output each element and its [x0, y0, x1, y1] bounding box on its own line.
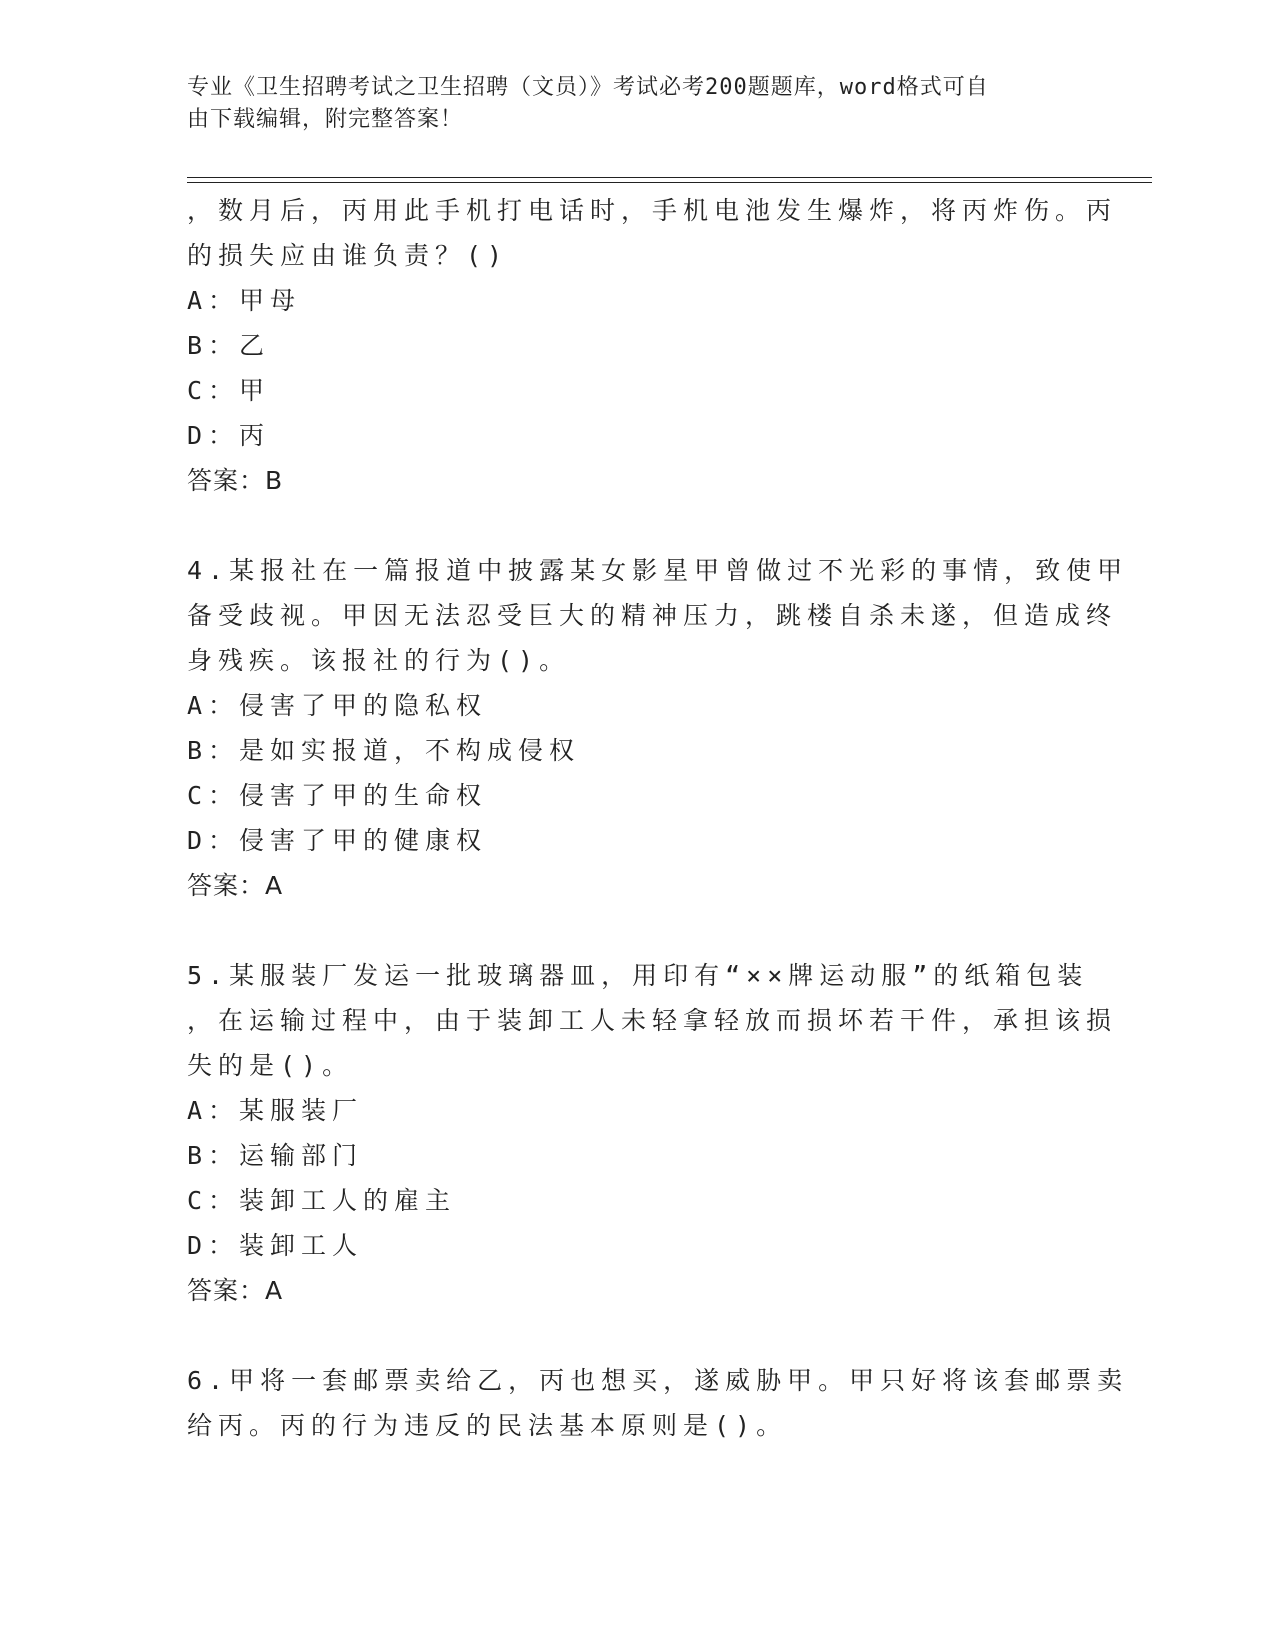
option-c: C：装卸工人的雇主 — [187, 1186, 457, 1215]
question-stem-line: 身残疾。该报社的行为()。 — [187, 646, 571, 675]
question-stem-line: ，数月后，丙用此手机打电话时，手机电池发生爆炸，将丙炸伤。丙 — [187, 196, 1118, 225]
header-divider-top — [187, 177, 1152, 178]
option-b: B：是如实报道，不构成侵权 — [187, 736, 581, 765]
question-5 — [187, 953, 1118, 1313]
spacer — [187, 908, 1067, 953]
option-a: A：某服装厂 — [187, 1096, 364, 1125]
spacer — [187, 503, 1067, 548]
question-stem-line: ，在运输过程中，由于装卸工人未轻拿轻放而损坏若干件，承担该损 — [187, 1006, 1118, 1035]
option-d: D：丙 — [187, 421, 271, 450]
option-d: D：侵害了甲的健康权 — [187, 826, 488, 855]
question-stem-line: 的损失应由谁负责？() — [187, 241, 509, 270]
spacer — [187, 1313, 1067, 1358]
header-line-2: 由下载编辑，附完整答案！ — [187, 107, 464, 132]
answer-label: 答案：B — [187, 466, 284, 495]
question-stem-line: 6.甲将一套邮票卖给乙，丙也想买，遂威胁甲。甲只好将该套邮票卖 — [187, 1366, 1129, 1395]
header-divider-bottom — [187, 182, 1152, 183]
question-stem-line: 4.某报社在一篇报道中披露某女影星甲曾做过不光彩的事情，致使甲 — [187, 556, 1129, 585]
question-stem-line: 给丙。丙的行为违反的民法基本原则是()。 — [187, 1411, 788, 1440]
question-stem-line: 5.某服装厂发运一批玻璃器皿，用印有“××牌运动服”的纸箱包装 — [187, 961, 1089, 990]
option-b: B：运输部门 — [187, 1141, 364, 1170]
page-header — [187, 72, 1067, 136]
option-d: D：装卸工人 — [187, 1231, 364, 1260]
option-c: C：侵害了甲的生命权 — [187, 781, 488, 810]
answer-label: 答案：A — [187, 1276, 284, 1305]
question-stem-line: 失的是()。 — [187, 1051, 354, 1080]
question-4 — [187, 548, 1129, 908]
answer-label: 答案：A — [187, 871, 284, 900]
option-a: A：甲母 — [187, 286, 302, 315]
question-list — [187, 188, 1129, 1448]
header-line-1: 专业《卫生招聘考试之卫生招聘（文员）》考试必考200题题库，word格式可自 — [187, 75, 989, 100]
question-6 — [187, 1358, 1129, 1448]
option-b: B：乙 — [187, 331, 271, 360]
question-3 — [187, 188, 1118, 503]
question-stem-line: 备受歧视。甲因无法忍受巨大的精神压力，跳楼自杀未遂，但造成终 — [187, 601, 1118, 630]
option-a: A：侵害了甲的隐私权 — [187, 691, 488, 720]
option-c: C：甲 — [187, 376, 271, 405]
